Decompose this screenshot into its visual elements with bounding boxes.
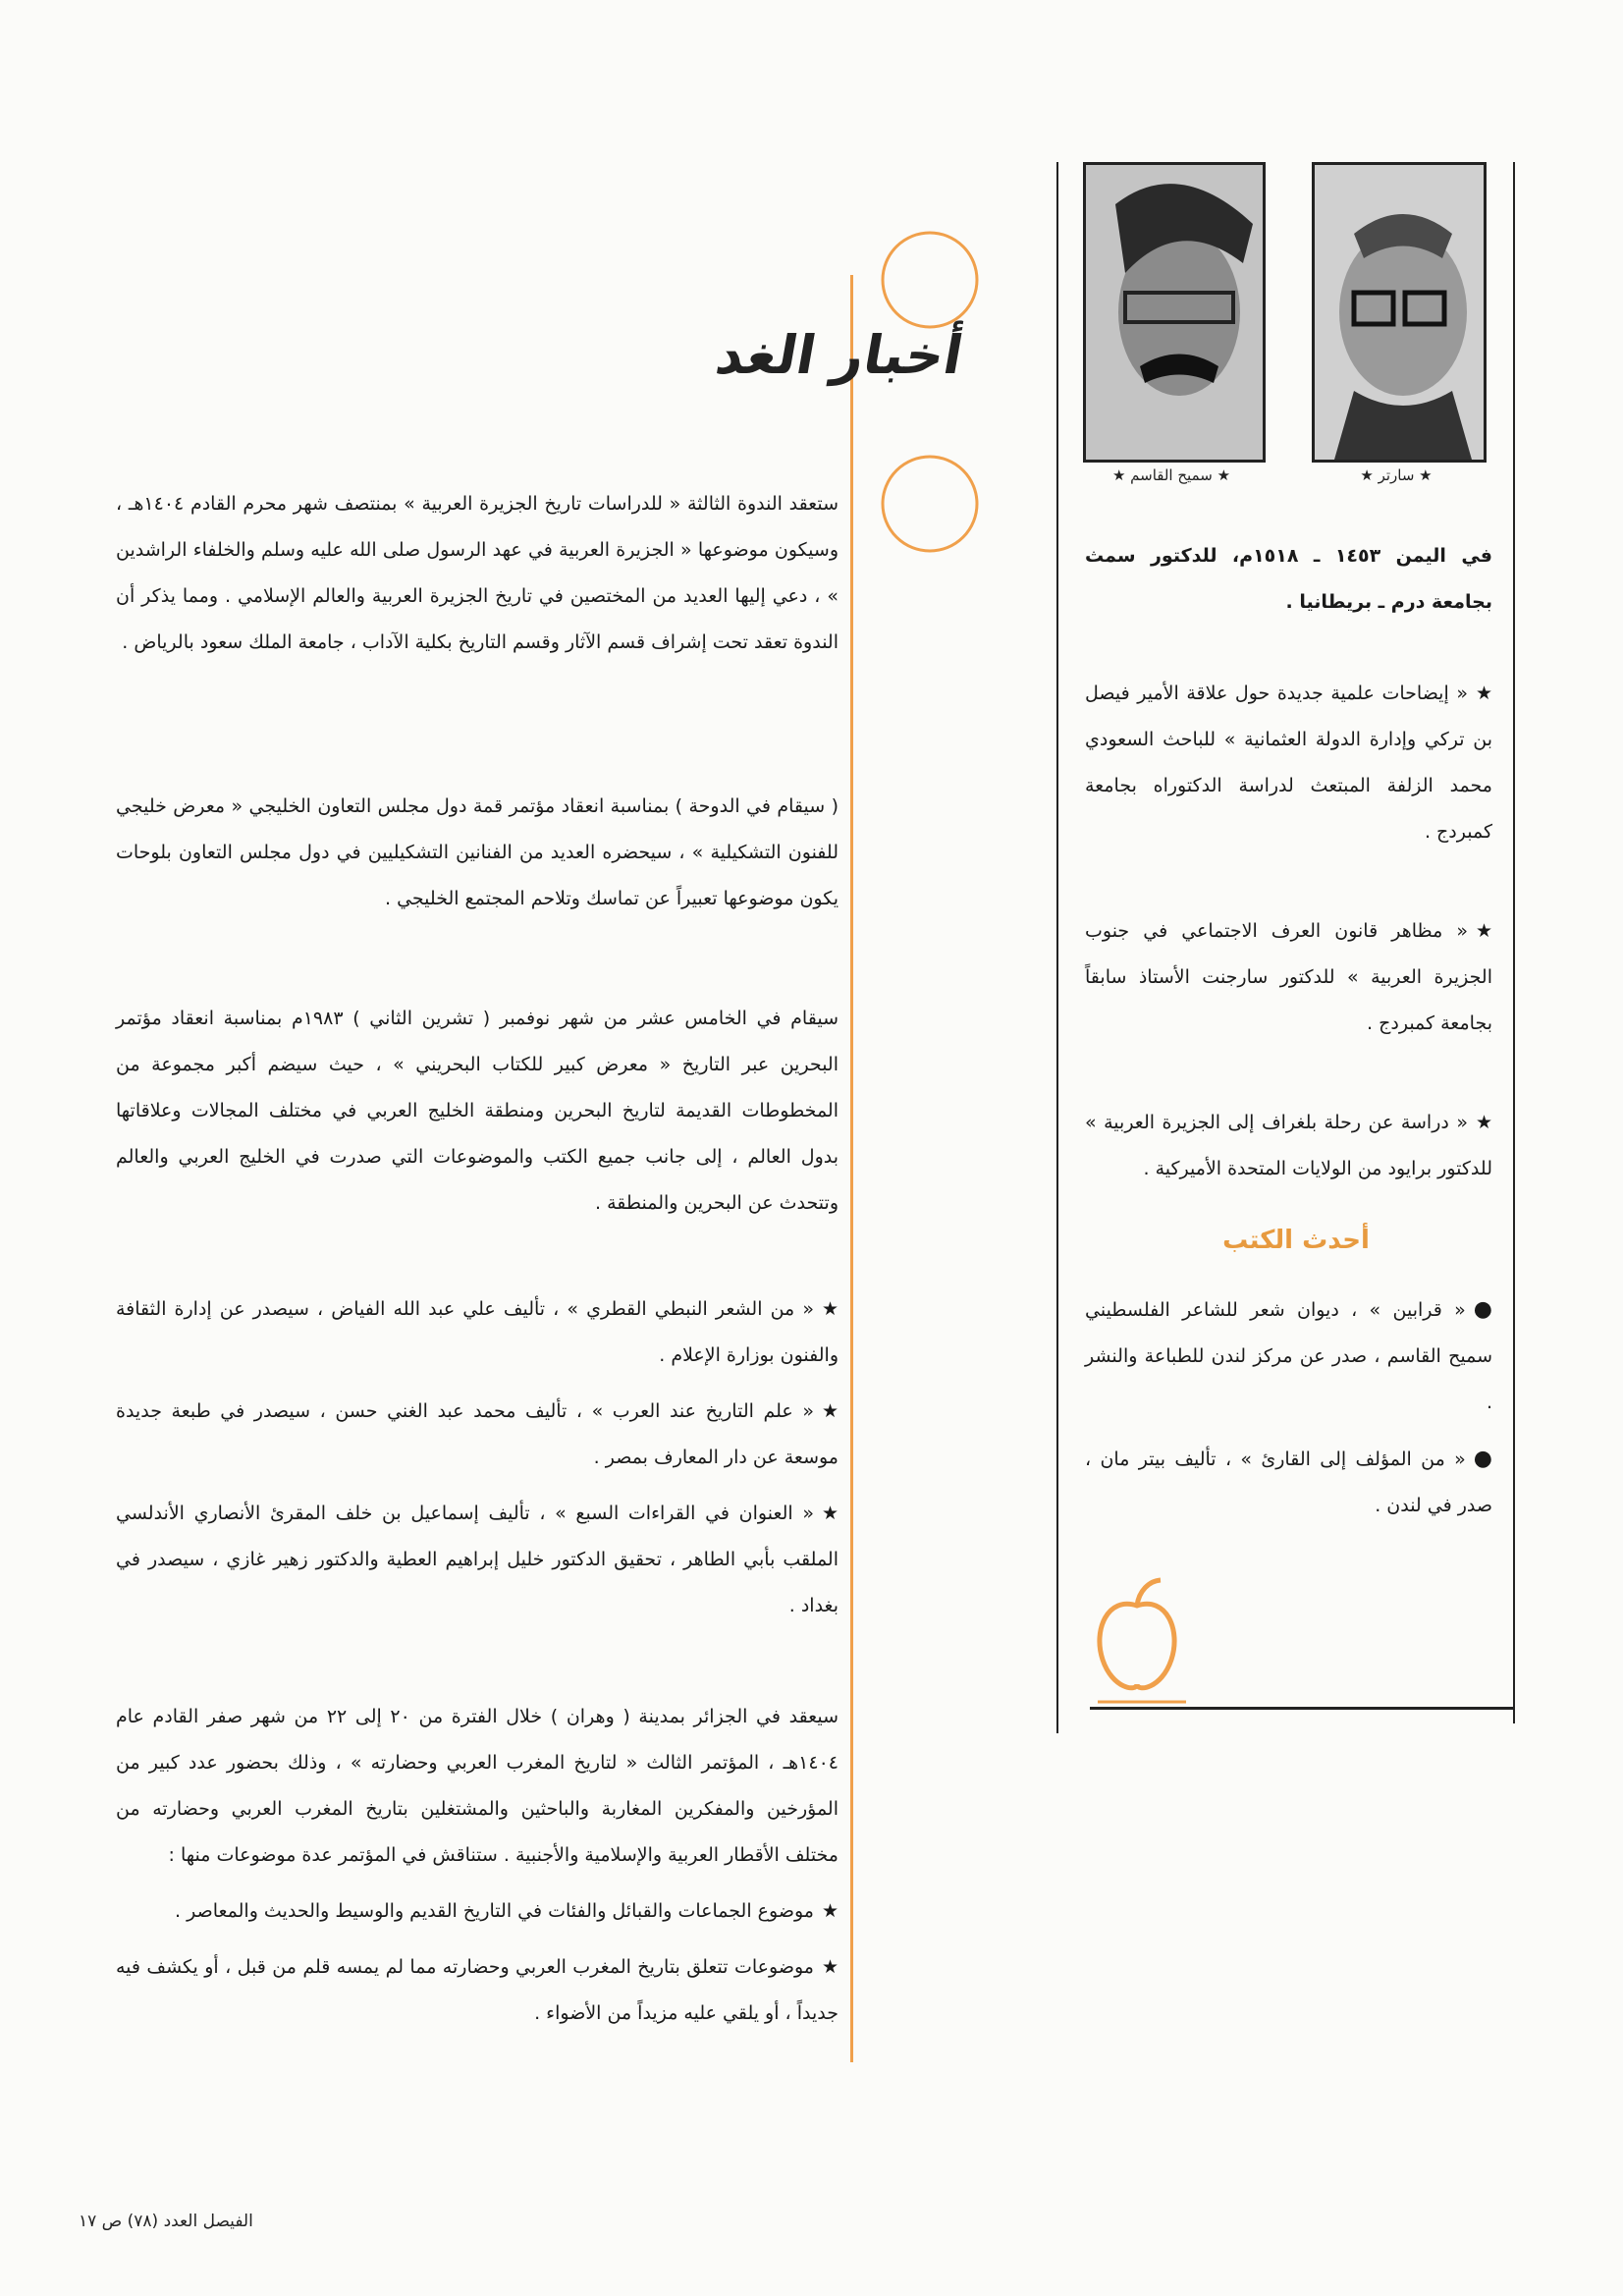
column-divider-right (1513, 162, 1515, 1723)
portrait-icon (1315, 165, 1484, 460)
right-item-text: « مظاهر قانون العرف الاجتماعي في جنوب الجزيرة العربية » للدكتور سارجنت الأستاذ سابقاً بجامعة كمبردج . (1085, 920, 1492, 1034)
star-icon: ★ (821, 1400, 839, 1422)
right-item-text: « دراسة عن رحلة بلغراف إلى الجزيرة العربية » للدكتور برايود من الولايات المتحدة الأميركية . (1085, 1112, 1492, 1179)
photo-samih-al-qasim (1083, 162, 1266, 463)
upcoming-book-text: « العنوان في القراءات السبع » ، تأليف إسماعيل بن خلف المقرئ الأنصاري الأندلسي الملقب بأبي الطاهر ، تحقيق الدكتور خليل إبراهيم العطية والدكتور زهير غازي ، سيصدر في بغداد . (116, 1503, 839, 1616)
topic-text: موضوع الجماعات والقبائل والفئات في التاريخ القديم والوسيط والحديث والمعاصر . (175, 1900, 814, 1922)
right-column (1085, 533, 1492, 1202)
orange-circles-ornament (879, 224, 987, 558)
book-item (1085, 1286, 1492, 1426)
upcoming-books-list (116, 1286, 839, 1639)
news-text: سيعقد في الجزائر بمدينة ( وهران ) خلال الفترة من ٢٠ إلى ٢٢ من شهر صفر القادم عام ١٤٠٤هـ ، المؤتمر الثالث « لتاريخ المغرب العربي وحضارته » ، وذلك بحضور عدد كبير من المؤرخين والمفكرين المغاربة والباحثين والمشتغلين بتاريخ المغرب العربي وحضارته من مختلف الأقطار العربية والإسلامية والأجنبية . ستناقش في المؤتمر عدة موضوعات منها : (116, 1706, 839, 1866)
topic-text: موضوعات تتعلق بتاريخ المغرب العربي وحضارته مما لم يمسه قلم من قبل ، أو يكشف فيه جديداً ، أو يلقي عليه مزيداً من الأضواء . (116, 1956, 839, 2024)
news-paragraph-3 (116, 996, 839, 1236)
news-text: سيقام في الخامس عشر من شهر نوفمبر ( تشرين الثاني ) ١٩٨٣م بمناسبة انعقاد مؤتمر البحرين عبر التاريخ « معرض كبير للكتاب البحريني » ، حيث سيضم أكبر مجموعة من المخطوطات القديمة لتاريخ البحرين ومنطقة الخليج العربي في مختلف المجالات وعلاقاتها بدول العالم ، إلى جانب جميع الكتب والموضوعات التي صدرت في الخليج العربي والعالم وتتحدث عن البحرين والمنطقة . (116, 1008, 839, 1214)
star-icon: ★ (1475, 1112, 1492, 1133)
right-item (1085, 1100, 1492, 1192)
page-folio: الفيصل العدد (٧٨) ص ١٧ (79, 2212, 253, 2231)
book-item (1085, 1436, 1492, 1529)
accent-vertical-rule (850, 275, 853, 2062)
news-paragraph-4 (116, 1694, 839, 2047)
upcoming-book-item (116, 1389, 839, 1481)
news-text: ( سيقام في الدوحة ) بمناسبة انعقاد مؤتمر قمة دول مجلس التعاون الخليجي « معرض خليجي للفنون التشكيلية » ، سيحضره العديد من الفنانين التشكيليين في دول مجلس التعاون بلوحات يكون موضوعها تعبيراً عن تماسك وتلاحم المجتمع الخليجي . (116, 795, 839, 909)
star-icon: ★ (821, 1298, 839, 1320)
right-item-text: « إيضاحات علمية جديدة حول علاقة الأمير فيصل بن تركي وإدارة الدولة العثمانية » للباحث السعودي محمد الزلفة المبتعث لدراسة الدكتوراه بجامعة كمبردج . (1085, 683, 1492, 843)
news-text: ستعقد الندوة الثالثة « للدراسات تاريخ الجزيرة العربية » بمنتصف شهر محرم القادم ١٤٠٤هـ ، وسيكون موضوعها « الجزيرة العربية في عهد الرسول صلى الله عليه وسلم والخلفاء الراشدين » ، دعي إليها العديد من المختصين في تاريخ الجزيرة العربية والعالم الإسلامي . ومما يذكر أن الندوة تعقد تحت إشراف قسم الآثار وقسم التاريخ بكلية الآداب ، جامعة الملك سعود بالرياض . (116, 493, 839, 653)
portrait-icon (1086, 165, 1263, 460)
bottom-rule (1090, 1707, 1514, 1710)
upcoming-book-text: « من الشعر النبطي القطري » ، تأليف علي عبد الله الفياض ، سيصدر عن إدارة الثقافة والفنون بوزارة الإعلام . (116, 1298, 839, 1366)
book-item-text: « قرابين » ، ديوان شعر للشاعر الفلسطيني سميح القاسم ، صدر عن مركز لندن للطباعة والنشر . (1085, 1299, 1492, 1413)
books-heading: أحدث الكتب (1222, 1226, 1370, 1255)
caption-samih-al-qasim: ★ سميح القاسم ★ (1111, 466, 1231, 484)
upcoming-book-item (116, 1286, 839, 1379)
section-title: أخبار الغد (711, 324, 968, 386)
books-list (1085, 1286, 1492, 1539)
topic-item (116, 1944, 839, 2037)
photo-sartre (1312, 162, 1487, 463)
star-icon: ★ (821, 1900, 839, 1922)
right-item (1085, 671, 1492, 855)
bullet-icon: ● (1473, 1447, 1492, 1471)
star-icon: ★ (1475, 683, 1492, 704)
news-paragraph-1 (116, 481, 839, 676)
star-icon: ★ (1475, 920, 1492, 942)
right-intro (1085, 533, 1492, 626)
right-item (1085, 908, 1492, 1047)
caption-sartre: ★ سارتر ★ (1360, 466, 1433, 484)
star-icon: ★ (821, 1503, 839, 1524)
apple-logo-icon (1088, 1576, 1186, 1704)
news-paragraph-2 (116, 784, 839, 932)
star-icon: ★ (821, 1956, 839, 1978)
right-intro-text: في اليمن ١٤٥٣ ـ ١٥١٨م، للدكتور سمث بجامعة درم ـ بريطانيا . (1085, 545, 1492, 613)
upcoming-book-item (116, 1491, 839, 1629)
book-item-text: « من المؤلف إلى القارئ » ، تأليف بيتر مان ، صدر في لندن . (1085, 1449, 1492, 1516)
column-divider-left (1056, 162, 1058, 1733)
topic-item (116, 1888, 839, 1935)
bullet-icon: ● (1473, 1297, 1492, 1322)
upcoming-book-text: « علم التاريخ عند العرب » ، تأليف محمد عبد الغني حسن ، سيصدر في طبعة جديدة موسعة عن دار المعارف بمصر . (116, 1400, 839, 1468)
